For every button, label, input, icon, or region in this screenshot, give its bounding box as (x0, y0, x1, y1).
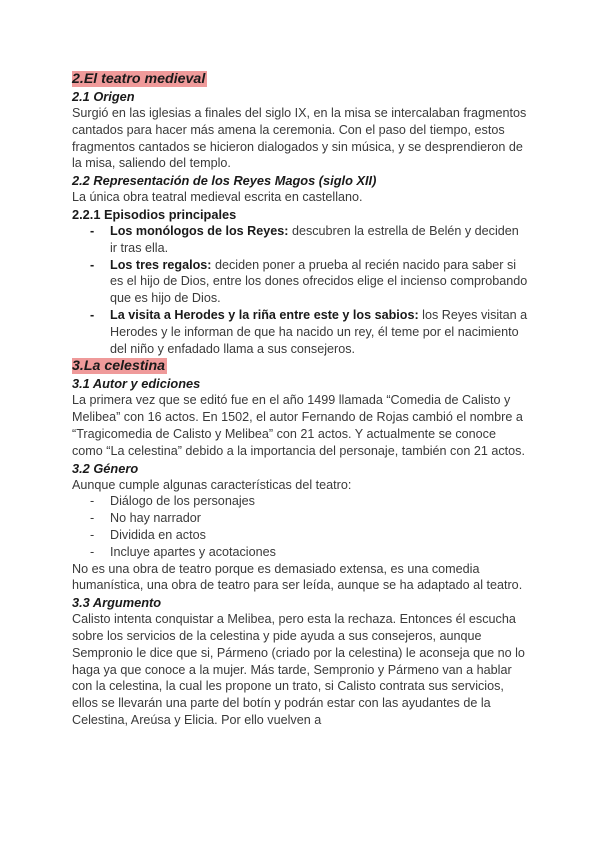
subheading-origen: 2.1 Origen (72, 89, 135, 104)
section-heading-teatro-medieval: 2.El teatro medieval (72, 71, 206, 87)
paragraph-reyes-magos: La única obra teatral medieval escrita en castellano. (72, 190, 363, 205)
paragraph-argumento: Calisto intenta conquistar a Melibea, pero esta la rechaza. Entonces él escucha sobre los servicios de la celestina y pide ayuda a sus consejeros, aunque Sempronio le dice que si, Pármeno (criado por la celestina) le aconseja que no lo haga ya que conoce a la mujer. Más tarde, Sempronio y Pármeno van a hablar con la celestina, la cual les propone un trato, si Calisto contrata sus servicios, ellos se llevarán una parte del botín y podrán estar con las ayudantes de la Celestina, Areúsa y Elicia. Por ello vuelven a (72, 612, 525, 727)
list-item: - No hay narrador (110, 510, 528, 527)
paragraph-origen: Surgió en las iglesias a finales del siglo IX, en la misa se intercalaban fragmentos cantados para hacer más amena la ceremonia. Con el paso del tiempo, estos fragmentos cantados se hicieron dialogados y sin música, y se desprendieron de la misa, saliendo del templo. (72, 106, 527, 171)
subheading-autor-ediciones: 3.1 Autor y ediciones (72, 376, 201, 392)
list-item: - Los monólogos de los Reyes: descubren la estrella de Belén y deciden ir tras ella. (110, 223, 528, 257)
list-item: - Diálogo de los personajes (110, 493, 528, 510)
subheading-reyes-magos: 2.2 Representación de los Reyes Magos (siglo XII) (72, 173, 377, 189)
genero-list (72, 493, 528, 560)
subheading-episodios: 2.2.1 Episodios principales (72, 206, 237, 222)
paragraph-genero-intro: Aunque cumple algunas características del teatro: (72, 477, 352, 492)
paragraph-autor-ediciones: La primera vez que se editó fue en el año 1499 llamada “Comedia de Calisto y Melibea” con 16 actos. En 1502, el autor Fernando de Rojas cambió el nombre a “Tragicomedia de Calisto y Melibea” con 21 actos. Y actualmente se conoce como “La celestina” debido a la importancia del personaje, también con 21 actos. (72, 393, 525, 458)
list-item: - Dividida en actos (110, 527, 528, 544)
list-item: - La visita a Herodes y la riña entre este y los sabios: los Reyes visitan a Herodes y le informan de que ha nacido un rey, él teme por el nacimiento del niño y enfadado llama a sus consejeros. (110, 307, 528, 357)
list-item: - Incluye apartes y acotaciones (110, 544, 528, 561)
section-heading-la-celestina: 3.La celestina (72, 358, 166, 375)
subheading-argumento: 3.3 Argumento (72, 595, 162, 611)
list-item: - Los tres regalos: deciden poner a prueba al recién nacido para saber si es el hijo de Dios, entre los dones ofrecidos elige el incienso comprobando que es hijo de Dios. (110, 257, 528, 307)
subheading-genero: 3.2 Género (72, 460, 139, 476)
document-page (72, 70, 528, 729)
episodios-list (72, 223, 528, 357)
paragraph-genero: No es una obra de teatro porque es demasiado extensa, es una comedia humanística, una obra de teatro para ser leída, aunque se ha adaptado al teatro. (72, 561, 523, 593)
